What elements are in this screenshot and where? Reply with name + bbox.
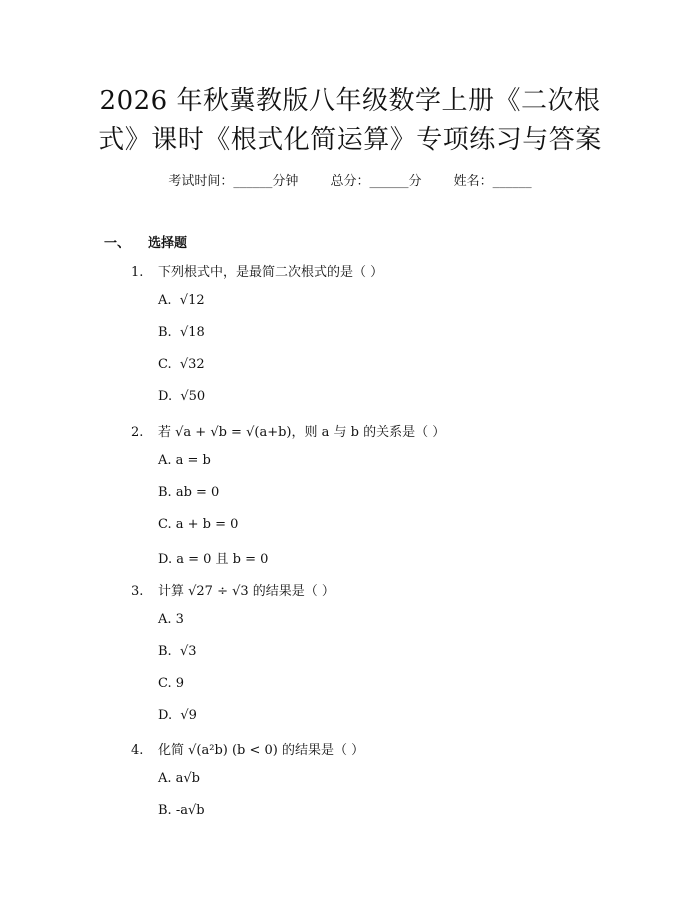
option-3-a: A. 3 <box>158 612 184 627</box>
option-1-c: C. √32 <box>158 357 205 372</box>
question-2 <box>131 421 445 440</box>
option-2-b: B. ab = 0 <box>158 485 220 500</box>
option-2-d: D. a = 0 且 b = 0 <box>158 552 269 567</box>
question-text: 下列根式中，是最简二次根式的是（ ） <box>158 265 384 280</box>
question-1 <box>131 261 383 280</box>
question-number: 2. <box>131 425 144 440</box>
option-3-d: D. √9 <box>158 708 197 723</box>
option-4-a: A. a√b <box>158 771 201 786</box>
student-name: 姓名：______ <box>453 174 532 189</box>
page-title <box>40 82 660 160</box>
question-4 <box>131 739 364 758</box>
exam-time: 考试时间：______分钟 <box>168 174 299 189</box>
section-number: 一、 <box>104 236 131 251</box>
option-3-c: C. 9 <box>158 676 185 691</box>
section-heading <box>104 232 187 251</box>
question-text: 若 √a + √b = √(a+b)，则 a 与 b 的关系是（ ） <box>158 425 446 440</box>
exam-info <box>0 170 700 189</box>
question-number: 4. <box>131 743 144 758</box>
title-line-2: 式》课时《根式化简运算》专项练习与答案 <box>98 125 602 155</box>
section-title: 选择题 <box>148 236 188 251</box>
question-number: 3. <box>131 584 144 599</box>
option-3-b: B. √3 <box>158 644 197 659</box>
total-score: 总分：______分 <box>330 174 422 189</box>
question-text: 计算 √27 ÷ √3 的结果是（ ） <box>158 584 335 599</box>
option-1-a: A. √12 <box>158 293 205 308</box>
option-2-a: A. a = b <box>158 453 211 468</box>
question-3 <box>131 580 335 599</box>
question-text: 化简 √(a²b) (b < 0) 的结果是（ ） <box>158 743 365 758</box>
option-1-b: B. √18 <box>158 325 205 340</box>
question-number: 1. <box>131 265 144 280</box>
option-1-d: D. √50 <box>158 389 206 404</box>
option-4-b: B. -a√b <box>158 803 205 818</box>
option-2-c: C. a + b = 0 <box>158 517 239 532</box>
title-line-1: 2026 年秋冀教版八年级数学上册《二次根 <box>99 86 601 116</box>
